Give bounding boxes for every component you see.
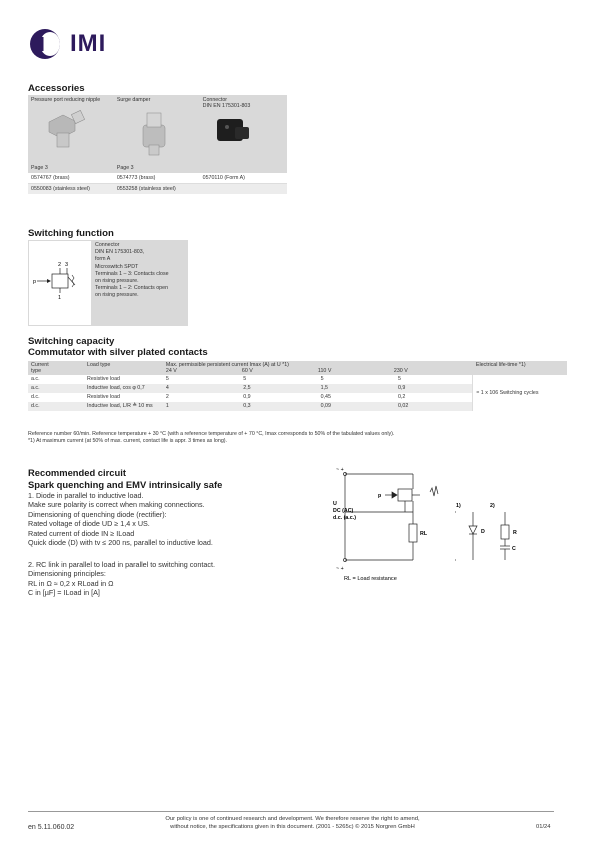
nipple-image bbox=[39, 107, 99, 152]
acc-label-2: Surge damper bbox=[116, 97, 151, 103]
circuit-d-label: D bbox=[481, 529, 485, 535]
circuit-dc-label: DC (AC) bbox=[333, 508, 354, 514]
sf-line: Terminals 1 – 2: Contacts open bbox=[95, 285, 169, 292]
imi-logo bbox=[28, 27, 108, 61]
acc-code-1a: 0574767 (brass) bbox=[31, 175, 70, 181]
acc-col-1 bbox=[28, 95, 114, 163]
voltage: 230 V bbox=[393, 368, 408, 374]
acc-code-2a: 0574773 (brass) bbox=[116, 175, 156, 181]
voltage: 24 V bbox=[165, 368, 177, 374]
switching-capacity-heading: Switching capacity bbox=[28, 336, 115, 347]
circuit-dc-ac-label: d.c. (a.c.) bbox=[333, 515, 356, 521]
sf-line: Terminals 1 – 3: Contacts close bbox=[95, 270, 169, 277]
sf-line: on rising pressure. bbox=[95, 292, 139, 299]
surge-damper-image bbox=[125, 109, 185, 159]
acc-code-3a: 0570110 (Form A) bbox=[202, 175, 245, 181]
circuit-p-label: p bbox=[378, 493, 382, 499]
document-code: en 5.11.060.02 bbox=[28, 824, 75, 831]
acc-page-1: Page 3 bbox=[31, 165, 48, 171]
voltage: 60 V bbox=[241, 368, 253, 374]
life-cell: ≈ 1 x 106 Switching cycles bbox=[473, 375, 567, 411]
switching-function-box bbox=[28, 240, 188, 326]
microswitch-symbol bbox=[28, 240, 92, 326]
circuit-c-label: C bbox=[512, 546, 516, 552]
col-load: Load type bbox=[87, 362, 111, 368]
sf-line: form A bbox=[95, 256, 111, 263]
sf-line: Microswitch SPDT bbox=[95, 263, 139, 270]
switching-capacity-table bbox=[28, 361, 567, 411]
circuit-diagram bbox=[330, 464, 530, 586]
col-current: Current type bbox=[31, 362, 49, 374]
circuit-u-label: U bbox=[333, 501, 337, 507]
sf-label-3: 3 bbox=[65, 262, 69, 268]
connector-image bbox=[209, 113, 259, 149]
logo-text: IMI bbox=[70, 30, 107, 57]
acc-label-1: Pressure port reducing nipple bbox=[31, 97, 101, 103]
circuit-note-1: 1) bbox=[456, 503, 461, 509]
page-number: 01/24 bbox=[536, 824, 551, 830]
table-row: a.c. Resistive load 5 5 5 5 ≈ 1 x 106 Switching cycles bbox=[28, 375, 567, 384]
sf-label-1: 1 bbox=[58, 295, 62, 301]
acc-col-2 bbox=[114, 95, 200, 163]
switching-function-heading: Switching function bbox=[28, 228, 114, 239]
footer-divider bbox=[28, 811, 554, 812]
accessories-table bbox=[28, 95, 287, 194]
circuit-bottom-label: ~ + bbox=[336, 566, 344, 572]
col-life: Electrical life-time *1) bbox=[475, 362, 526, 368]
circuit-rl-label: RL bbox=[420, 531, 428, 537]
sf-label-p: p bbox=[33, 279, 37, 285]
sf-line: DIN EN 175301-803, bbox=[95, 249, 145, 256]
recommended-circuit-heading: Recommended circuit bbox=[28, 467, 126, 478]
circuit-r-label: R bbox=[513, 530, 517, 536]
commutator-heading: Commutator with silver plated contacts bbox=[28, 347, 208, 358]
acc-code-2b: 0553258 (stainless steel) bbox=[116, 186, 176, 192]
imi-logo-mark bbox=[28, 27, 64, 61]
note-footnote: *1) At maximum current (at 50% of max. current, contact life is appr. 3 times as long). bbox=[28, 437, 228, 444]
table-row: a.c. Inductive load, cos φ 0,7 4 2,5 1,5 0,9 bbox=[28, 384, 567, 393]
circuit-top-label: ~ + bbox=[336, 467, 344, 473]
recommended-text-2: 2. RC link in parallel to load in parallel to switching contact. Dimensioning principles: RL in Ω ≈ 0,2 x RLoad in Ω C in [µF] = ILoad in [A] bbox=[28, 560, 215, 598]
spark-quenching-heading: Spark quenching and EMV intrinsically safe bbox=[28, 479, 223, 490]
acc-page-2: Page 3 bbox=[116, 165, 134, 171]
circuit-caption: RL = Load resistance bbox=[344, 576, 397, 582]
footer-policy: Our policy is one of continued research and development. We therefore reserve the right to amend, without notice, the specifications given in this document. (2001 - 5265c) © 2015 Norgren GmbH bbox=[165, 816, 420, 830]
accessories-heading: Accessories bbox=[28, 83, 85, 94]
voltage: 110 V bbox=[317, 368, 332, 374]
table-row: d.c. Inductive load, L/R ≙ 10 ms 1 0,3 0,09 0,02 bbox=[28, 402, 567, 411]
note-reference: Reference number 60/min. Reference temperature + 30 °C (with a reference temperature of + 70 °C, Imax corresponds to 50% of the tabulated values only). bbox=[28, 431, 395, 437]
acc-code-3b bbox=[200, 184, 287, 195]
table-row: d.c. Resistive load 2 0,9 0,45 0,2 bbox=[28, 393, 567, 402]
acc-label-3: Connector DIN EN 175301-803 bbox=[202, 97, 251, 109]
switching-function-description bbox=[92, 240, 188, 326]
sf-line: on rising pressure. bbox=[95, 278, 139, 285]
col-max: Max. permissible persistent current Imax (A) at U *1) 24 V 60 V 110 V 230 V bbox=[163, 361, 473, 375]
acc-code-1b: 0550083 (stainless steel) bbox=[31, 186, 90, 192]
circuit-note-2: 2) bbox=[490, 503, 495, 509]
sf-label-2: 2 bbox=[58, 262, 62, 268]
acc-page-3 bbox=[200, 163, 287, 173]
capacity-notes bbox=[28, 431, 568, 445]
acc-col-3 bbox=[200, 95, 287, 163]
sf-line: Connector bbox=[95, 242, 120, 248]
recommended-text-1: 1. Diode in parallel to inductive load. Make sure polarity is correct when making connections. Dimensioning of quenching diode (rectifier): Rated voltage of diode UD ≥ 1,4 x US. Rated current of diode IN ≥ ILoad Quick diode (D) with tv ≤ 200 ns, parallel to inductive load. bbox=[28, 491, 213, 548]
